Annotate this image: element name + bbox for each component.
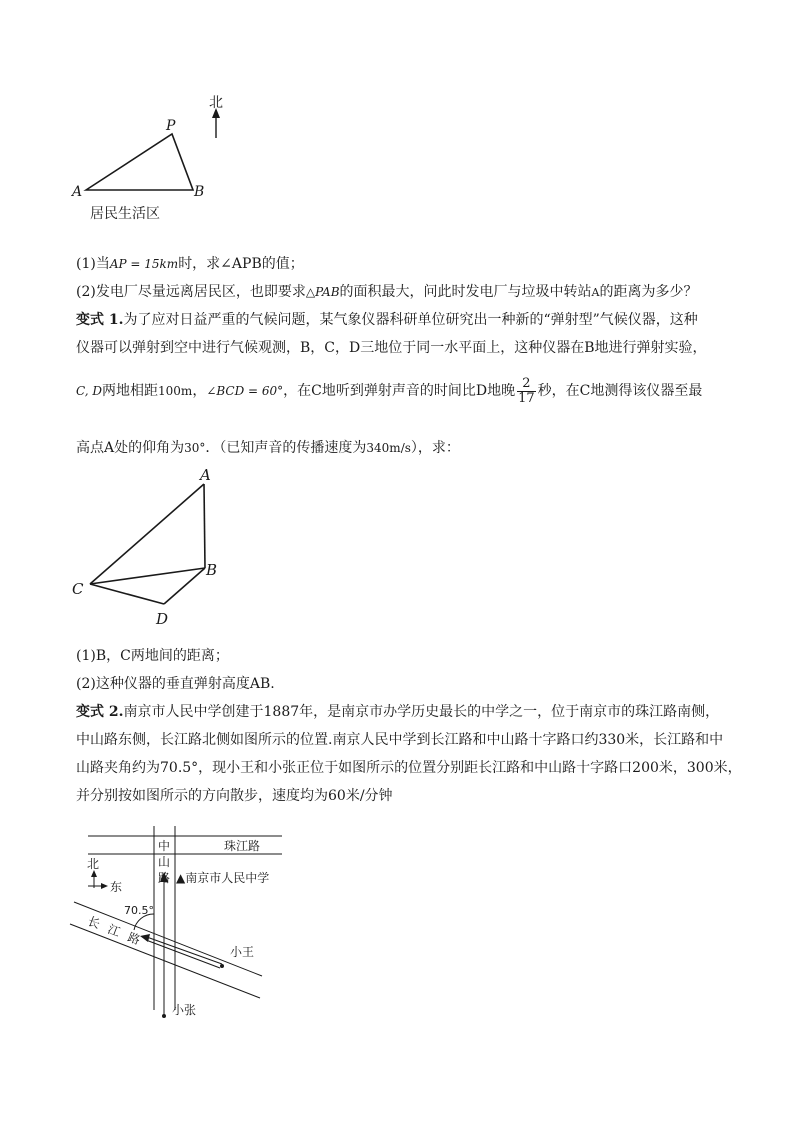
- compass-east-icon: [101, 883, 108, 889]
- variant-2-line-2: [76, 730, 723, 750]
- figure-abcd: [60, 458, 240, 638]
- xiaozhang-dot: [162, 1014, 166, 1018]
- variant-1-question-2: [76, 674, 275, 694]
- zhongshan-char-1: 中: [158, 839, 171, 853]
- fraction-denominator: 17: [518, 390, 535, 406]
- school-label: ▲南京市人民中学: [176, 871, 270, 885]
- map-figure: [60, 826, 300, 1032]
- xiaozhang-label: 小张: [172, 1003, 197, 1017]
- variant-1-line-1: [76, 310, 698, 330]
- map-north-label: 北: [87, 857, 100, 871]
- north-label: 北: [209, 95, 223, 111]
- text-span: 的面积最大，问此时发电厂与垃圾中转站: [339, 284, 592, 300]
- variant-1-line-2: [76, 338, 707, 358]
- text-span: 中山路东侧，长江路北侧如图所示的位置.南京人民中学到长江路和中山路十字路口约330米，长江路和中: [76, 732, 724, 748]
- zhongshan-char-2: 山: [158, 855, 171, 869]
- text-span: 秒，在C地测得该仪器至最: [537, 383, 703, 399]
- text-span: (1)当: [76, 256, 110, 272]
- variant-2-label: 变式 2.: [76, 704, 124, 720]
- text-span: (1)B，C两地间的距离；: [76, 648, 229, 664]
- xiaowang-label: 小王: [230, 945, 255, 959]
- changjiang-char-2: 江: [105, 922, 122, 940]
- math-triangle-pab: △PAB: [305, 285, 340, 299]
- variant-1-question-1: [76, 646, 229, 666]
- text-span: (2)这种仪器的垂直弹射高度AB.: [76, 676, 275, 692]
- fraction-2-17: [517, 377, 536, 406]
- label-c: C: [72, 580, 84, 598]
- math-a: A: [591, 286, 600, 299]
- question-1-part-1: [76, 254, 304, 274]
- question-1-part-2: [76, 282, 697, 303]
- text-span: 仪器可以弹射到空中进行气候观测，B，C，D三地位于同一水平面上，这种仪器在B地进行弹射实验，: [76, 340, 707, 356]
- figure-caption: 居民生活区: [90, 206, 160, 222]
- zhujiang-label: 珠江路: [224, 839, 261, 853]
- text-span: ，在C地听到弹射声音的时间比D地晚: [283, 383, 516, 399]
- text-span: 山路夹角约为70.5°，现小王和小张正位于如图所示的位置分别距长江路和中山路十字路口200米，300米，: [76, 760, 742, 776]
- edge-cb: [90, 568, 205, 584]
- text-span: ．（已知声音的传播速度为: [205, 440, 367, 456]
- text-span: 的距离为多少？: [599, 284, 698, 300]
- figure-triangle-pab: [60, 88, 240, 228]
- changjiang-road-bottom: [70, 924, 260, 998]
- changjiang-road-top: [74, 902, 262, 976]
- label-p: P: [166, 118, 176, 134]
- math-ap: AP = 15km: [109, 257, 179, 271]
- label-b: B: [206, 561, 218, 579]
- edge-cd: [90, 584, 164, 604]
- text-span: 时，求∠APB的值；: [178, 256, 304, 272]
- edge-ca: [90, 484, 204, 584]
- math-speed: 340m/s: [366, 441, 411, 455]
- xiaowang-path: [144, 936, 222, 964]
- fraction-numerator: 2: [517, 377, 536, 392]
- math-30deg: 30°: [184, 441, 206, 455]
- label-d: D: [156, 610, 169, 628]
- math-cd: C, D: [76, 384, 103, 398]
- xiaowang-dot: [220, 964, 224, 968]
- text-span: 并分别按如图所示的方向散步，速度均为60米/分钟: [76, 788, 393, 804]
- variant-2-line-1: [76, 702, 719, 722]
- edge-ab: [204, 484, 205, 568]
- label-a: A: [200, 466, 211, 484]
- text-span: ），求：: [410, 440, 460, 456]
- changjiang-char-3: 路: [125, 930, 142, 948]
- text-span: 高点A处的仰角为: [76, 440, 185, 456]
- variant-1-label: 变式 1.: [76, 312, 124, 328]
- angle-label: 70.5°: [124, 904, 154, 917]
- map-east-label: 东: [110, 880, 123, 894]
- text-span: 南京市人民中学创建于1887年，是南京市办学历史最长的中学之一，位于南京市的珠江路南侧，: [123, 704, 720, 720]
- text-span: ，: [192, 383, 207, 399]
- variant-1-line-3: [76, 374, 702, 408]
- xiaowang-path-2: [146, 940, 220, 968]
- label-a: A: [72, 184, 83, 200]
- text-span: 两地相距: [102, 383, 159, 399]
- zhongshan-char-3: 路: [158, 871, 171, 885]
- variant-2-line-3: [76, 758, 742, 778]
- text-span: 为了应对日益严重的气候问题，某气象仪器科研单位研究出一种新的“弹射型”气候仪器，这种: [123, 312, 698, 328]
- text-span: (2)发电厂尽量远离居民区，也即要求: [76, 284, 306, 300]
- variant-2-line-4: [76, 786, 393, 806]
- math-100m: 100m: [158, 384, 193, 398]
- compass-north-icon: [91, 870, 97, 877]
- changjiang-char-1: 长: [85, 914, 102, 932]
- triangle-pab: [86, 134, 193, 190]
- variant-1-line-4: [76, 438, 460, 458]
- math-angle-bcd: ∠BCD = 60°: [206, 384, 284, 398]
- label-b: B: [194, 184, 205, 200]
